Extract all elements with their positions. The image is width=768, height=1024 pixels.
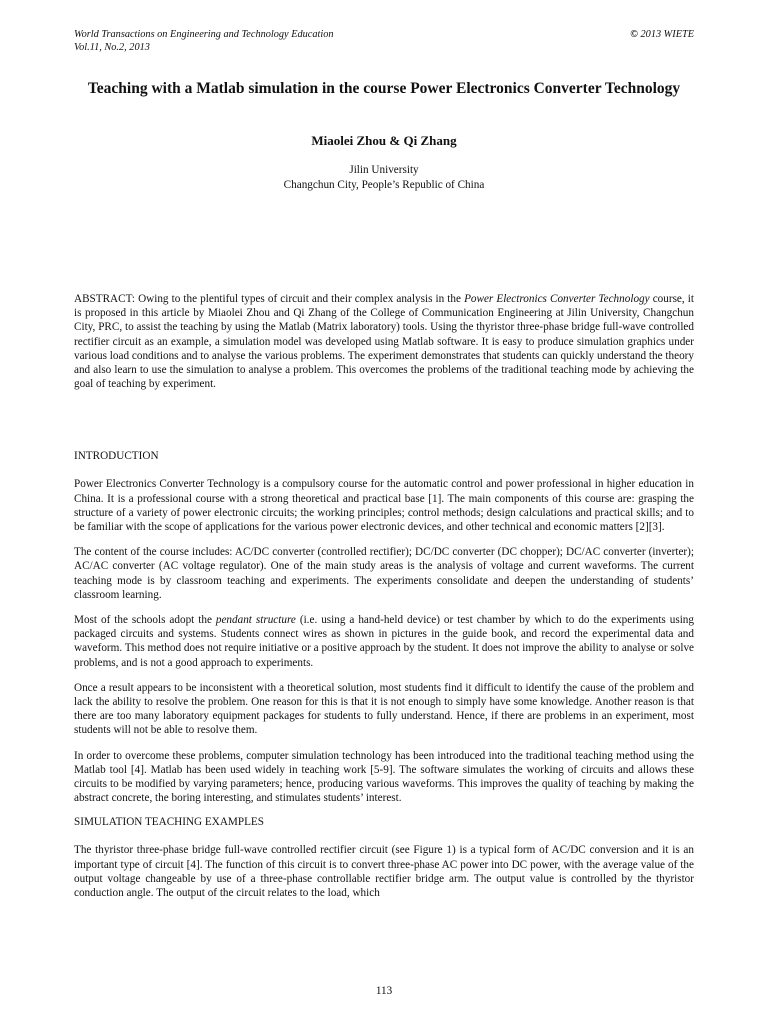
abstract-course-name: Power Electronics Converter Technology — [464, 293, 650, 305]
abstract — [74, 292, 694, 391]
affiliation-location: Changchun City, People’s Republic of China — [283, 179, 485, 191]
affiliation — [74, 163, 694, 193]
affiliation-institution: Jilin University — [349, 164, 419, 176]
intro-p3-text-2: (i.e. using a hand-held device) or test chamber by which to do the experiments using packaged circuits and systems. Students connect wires as shown in pictures in the guide book, and record the experimental data and waveform. This method does not require initiative or a positive approach by the student. It does not improve the ability to analyse or solve problems, and is not a good approach to experiments. — [74, 614, 694, 669]
intro-paragraph-2: The content of the course includes: AC/DC converter (controlled rectifier); DC/DC converter (DC chopper); DC/AC converter (inverter); AC/AC converter (AC voltage regulator). One of the main study areas is the analysis of voltage and current waveforms. The current teaching mode is by classroom teaching and experiments. The experiments consolidate and deepen the understanding of students’ classroom learning. — [74, 546, 694, 601]
journal-volume: Vol.11, No.2, 2013 — [74, 42, 150, 53]
paper-authors: Miaolei Zhou & Qi Zhang — [311, 133, 457, 148]
intro-p3-text-1: Most of the schools adopt the — [74, 614, 216, 627]
page-number: 113 — [375, 985, 393, 997]
intro-paragraph-5: In order to overcome these problems, computer simulation technology has been introduced into the traditional teaching method using the Matlab tool [4]. Matlab has been used widely in teaching work [5-9]. The software simulates the working of circuits and allows these circuits to be modified by varying parameters; hence, producing various waveforms. This improves the quality of teaching by making the abstract concrete, the boring interesting, and stimulates students’ interest. — [74, 749, 694, 805]
abstract-text-1: ABSTRACT: Owing to the plentiful types of circuit and their complex analysis in the — [74, 293, 465, 305]
abstract-text-2: course, it is proposed in this article by Miaolei Zhou and Qi Zhang of the College of Communication Engineering at Jilin University, Changchun City, PRC, to assist the teaching by using the Matlab (Matrix laboratory) tools. Using the thyristor three-phase bridge full-wave controlled rectifier circuit as an example, a simulation model was developed using Matlab software. It is easy to produce simulation graphics under various load conditions and to analyse the various problems. The experiment demonstrates that students can quickly understand the theory and also learn to use the simulation to analyse a problem. This overcomes the problems of the traditional teaching mode by achieving the goal of teaching by experiment. — [74, 293, 694, 391]
running-head — [74, 28, 694, 54]
paper-body — [74, 292, 694, 900]
journal-name: World Transactions on Engineering and Technology Education — [74, 29, 334, 40]
intro-paragraph-1: Power Electronics Converter Technology is a compulsory course for the automatic control and power professional in higher education in China. It is a professional course with a strong theoretical and practical base [1]. The main components of this course are: grasping the structure of a variety of power electronic circuits; the working principles; control methods; design calculations and practical skills; and to be familiar with the scope of applications for the various power electronic devices, and other technical and economic matters [2][3]. — [74, 478, 694, 534]
simulation-heading: SIMULATION TEACHING EXAMPLES — [74, 816, 264, 829]
intro-p3-italic: pendant structure — [215, 614, 296, 627]
intro-paragraph-4: Once a result appears to be inconsistent with a theoretical solution, most students find it difficult to identify the cause of the problem and lack the ability to resolve the problem. One reason for this is that it is not enough to simply have some knowledge. Another reason is that there are too many laboratory equipment packages for students to fully understand. Hence, if there are problems in an experiment, most students will not be able to resolve them. — [74, 681, 694, 737]
paper-title: Teaching with a Matlab simulation in the course Power Electronics Converter Technology — [87, 80, 681, 97]
copyright-notice — [630, 28, 694, 41]
introduction-heading: INTRODUCTION — [74, 450, 159, 463]
simulation-paragraph-1: The thyristor three-phase bridge full-wave controlled rectifier circuit (see Figure 1) is a typical form of AC/DC conversion and it is an important type of circuit [4]. The function of this circuit is to convert three-phase AC power into DC power, with the average value of the output voltage changeable by use of a three-phase controllable rectifier bridge arm. The output value is controlled by the thyristor conduction angle. The output of the circuit relates to the load, which — [74, 844, 694, 900]
copyright-symbol: © — [630, 29, 638, 40]
copyright-text: 2013 WIETE — [640, 29, 694, 40]
intro-paragraph-3 — [74, 613, 694, 670]
